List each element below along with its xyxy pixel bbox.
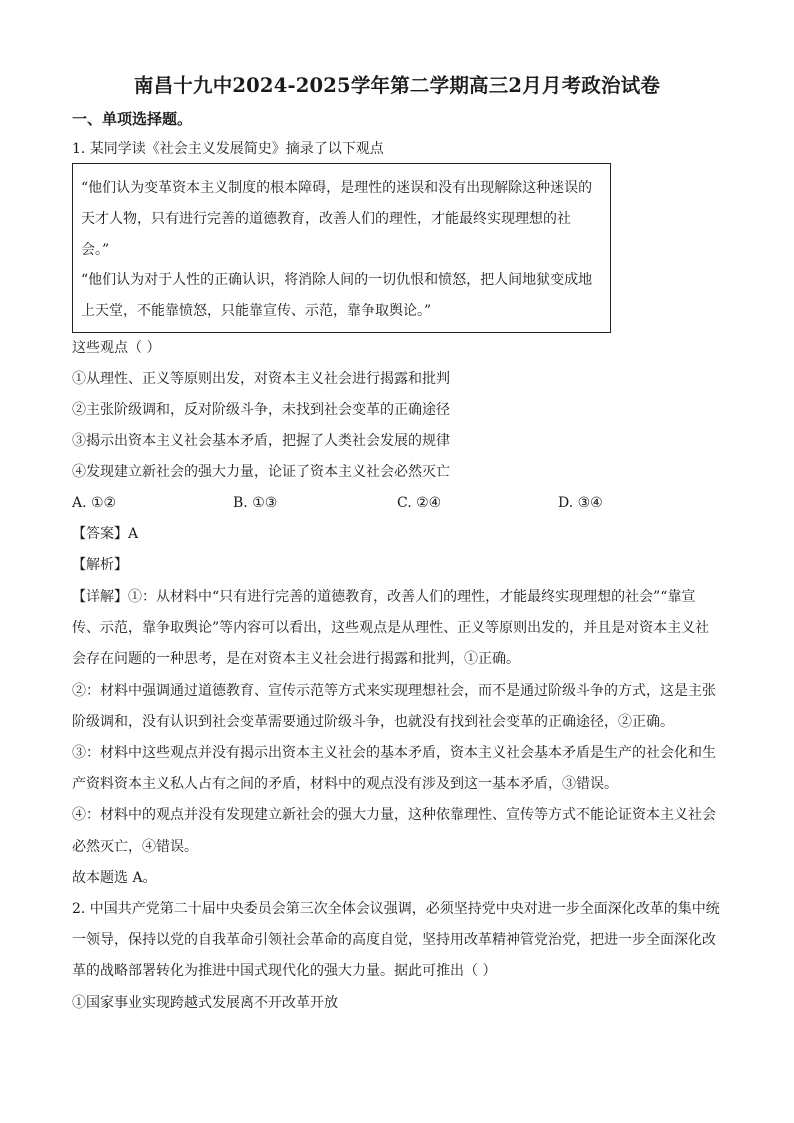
q1-option-a[interactable]: A. ①② [72, 495, 117, 511]
exam-title: 南昌十九中2024-2025学年第二学期高三2月月考政治试卷 [133, 74, 661, 97]
q1-prompt: 这些观点（ ） [72, 340, 161, 356]
q1-statement: ④发现建立新社会的强大力量，论证了资本主义社会必然灭亡 [72, 464, 450, 480]
quote-line: 会。” [81, 242, 110, 258]
q1-explanation-line: 故本题选 A。 [72, 870, 157, 886]
q1-analysis-label: 【解析】 [72, 557, 128, 573]
q1-explanation-line: 必然灭亡，④错误。 [72, 839, 198, 855]
quote-line: 天才人物，只有进行完善的道德教育，改善人们的理性，才能最终实现理想的社 [81, 211, 571, 227]
section-heading: 一、单项选择题。 [72, 110, 193, 128]
q2-stem-line: 2. 中国共产党第二十届中央委员会第三次全体会议强调，必须坚持党中央对进一步全面深化改革的集中统 [72, 901, 720, 917]
quote-line: “他们认为变革资本主义制度的根本障碍，是理性的迷误和没有出现解除这种迷误的 [81, 180, 593, 196]
q1-explanation-line: 阶级调和，没有认识到社会变革需要通过阶级斗争，也就没有找到社会变革的正确途径，②正确。 [72, 714, 674, 730]
q1-stem: 1. 某同学读《社会主义发展简史》摘录了以下观点 [72, 141, 384, 157]
q1-option-c[interactable]: C. ②④ [397, 495, 442, 511]
q1-statement: ②主张阶级调和，反对阶级斗争，未找到社会变革的正确途径 [72, 402, 450, 418]
q1-explanation-line: 会存在问题的一种思考，是在对资本主义社会进行揭露和批判，①正确。 [72, 651, 520, 667]
q1-option-b[interactable]: B. ①③ [233, 495, 278, 511]
quote-line: 上天堂，不能靠愤怒，只能靠宣传、示范，靠争取舆论。” [81, 303, 432, 319]
q1-quote-box [72, 163, 611, 333]
q1-statement: ③揭示出资本主义社会基本矛盾，把握了人类社会发展的规律 [72, 433, 450, 449]
q1-explanation-line: ③：材料中这些观点并没有揭示出资本主义社会的基本矛盾，资本主义社会基本矛盾是生产的社会化和生 [72, 745, 716, 761]
q1-explanation-line: ②：材料中强调通过道德教育、宣传示范等方式来实现理想社会，而不是通过阶级斗争的方式，这是主张 [72, 683, 716, 699]
q1-explanation-line: 传、示范，靠争取舆论”等内容可以看出，这些观点是从理性、正义等原则出发的，并且是对资本主义社 [72, 620, 710, 636]
q2-stem-line: 革的战略部署转化为推进中国式现代化的强大力量。据此可推出（ ） [72, 963, 497, 979]
q1-explanation-line: 【详解】①：从材料中“只有进行完善的道德教育，改善人们的理性，才能最终实现理想的社会”“靠宣 [72, 589, 696, 605]
q2-statement: ①国家事业实现跨越式发展离不开改革开放 [72, 995, 338, 1011]
q2-stem-line: 一领导，保持以党的自我革命引领社会革命的高度自觉，坚持用改革精神管党治党，把进一步全面深化改 [72, 932, 716, 948]
quote-line: “他们认为对于人性的正确认识，将消除人间的一切仇恨和愤怒，把人间地狱变成地 [81, 272, 593, 288]
q1-explanation-line: 产资料资本主义私人占有之间的矛盾，材料中的观点没有涉及到这一基本矛盾，③错误。 [72, 776, 618, 792]
q1-answer: 【答案】A [72, 526, 139, 542]
q1-statement: ①从理性、正义等原则出发，对资本主义社会进行揭露和批判 [72, 371, 450, 387]
q1-explanation-line: ④：材料中的观点并没有发现建立新社会的强大力量，这种依靠理性、宣传等方式不能论证资本主义社会 [72, 807, 716, 823]
q1-option-d[interactable]: D. ③④ [558, 495, 603, 511]
